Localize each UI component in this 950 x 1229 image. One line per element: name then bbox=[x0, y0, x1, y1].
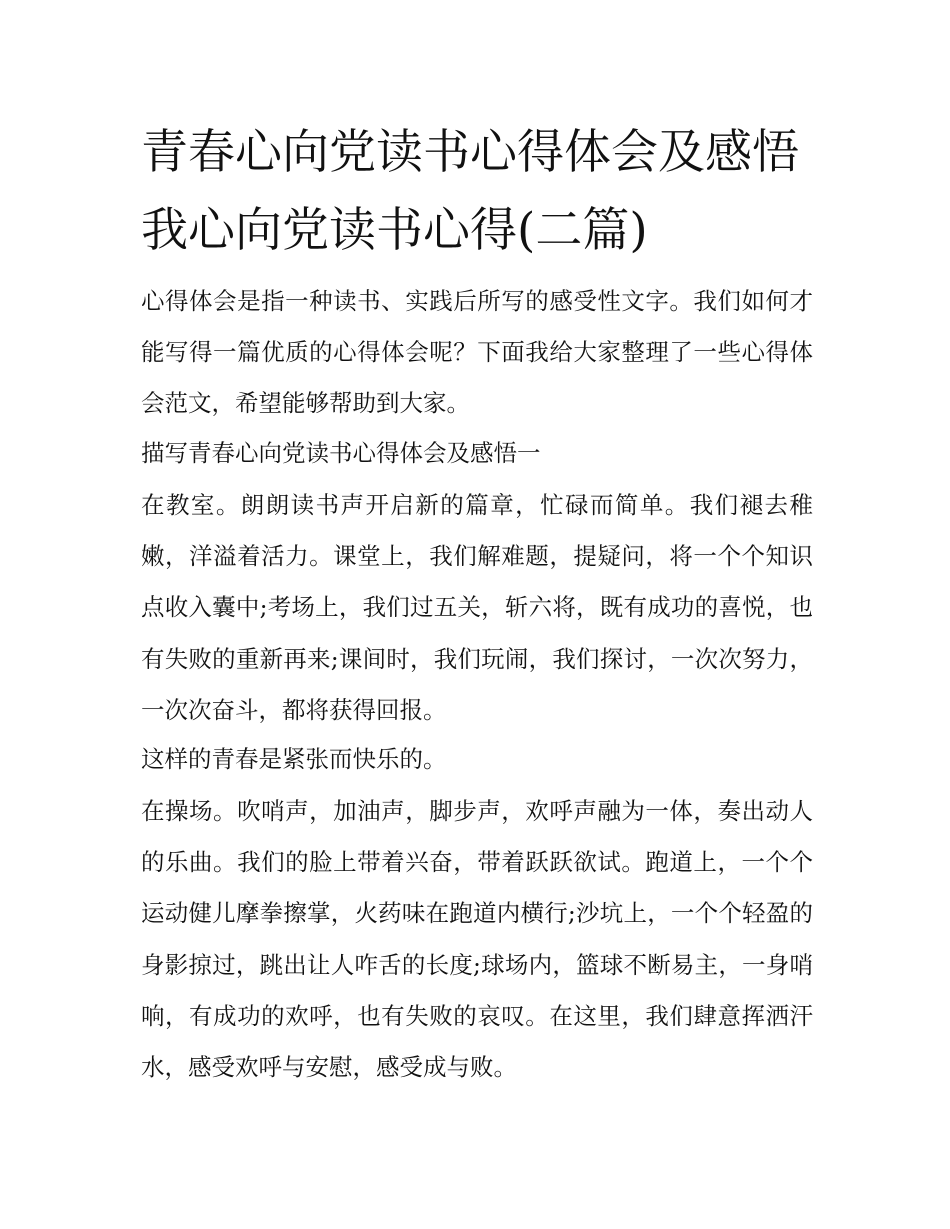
intro-paragraph: 心得体会是指一种读书、实践后所写的感受性文字。我们如何才能写得一篇优质的心得体会呢？下面我给大家整理了一些心得体会范文，希望能够帮助到大家。 bbox=[141, 287, 813, 418]
section-heading: 描写青春心向党读书心得体会及感悟一 bbox=[141, 439, 541, 467]
document-title: 青春心向党读书心得体会及感悟 我心向党读书心得(二篇) bbox=[141, 125, 799, 258]
playground-paragraph: 在操场。吹哨声，加油声，脚步声，欢呼声融为一体，奏出动人的乐曲。我们的脸上带着兴奋，带着跃跃欲试。跑道上，一个个运动健儿摩拳擦掌，火药味在跑道内横行;沙坑上，一个个轻盈的身影掠过，跳出让人咋舌的长度;球场内，篮球不断易主，一身哨响，有成功的欢呼，也有失败的哀叹。在这里，我们肆意挥洒汗水，感受欢呼与安慰，感受成与败。 bbox=[141, 797, 813, 1082]
summary-line: 这样的青春是紧张而快乐的。 bbox=[141, 745, 447, 773]
classroom-paragraph: 在教室。朗朗读书声开启新的篇章，忙碌而简单。我们褪去稚嫩，洋溢着活力。课堂上，我们解难题，提疑问，将一个个知识点收入囊中;考场上，我们过五关，斩六将，既有成功的喜悦，也有失败的重新再来;课间时，我们玩闹，我们探讨，一次次努力，一次次奋斗，都将获得回报。 bbox=[141, 491, 813, 724]
document-page bbox=[141, 0, 813, 1229]
